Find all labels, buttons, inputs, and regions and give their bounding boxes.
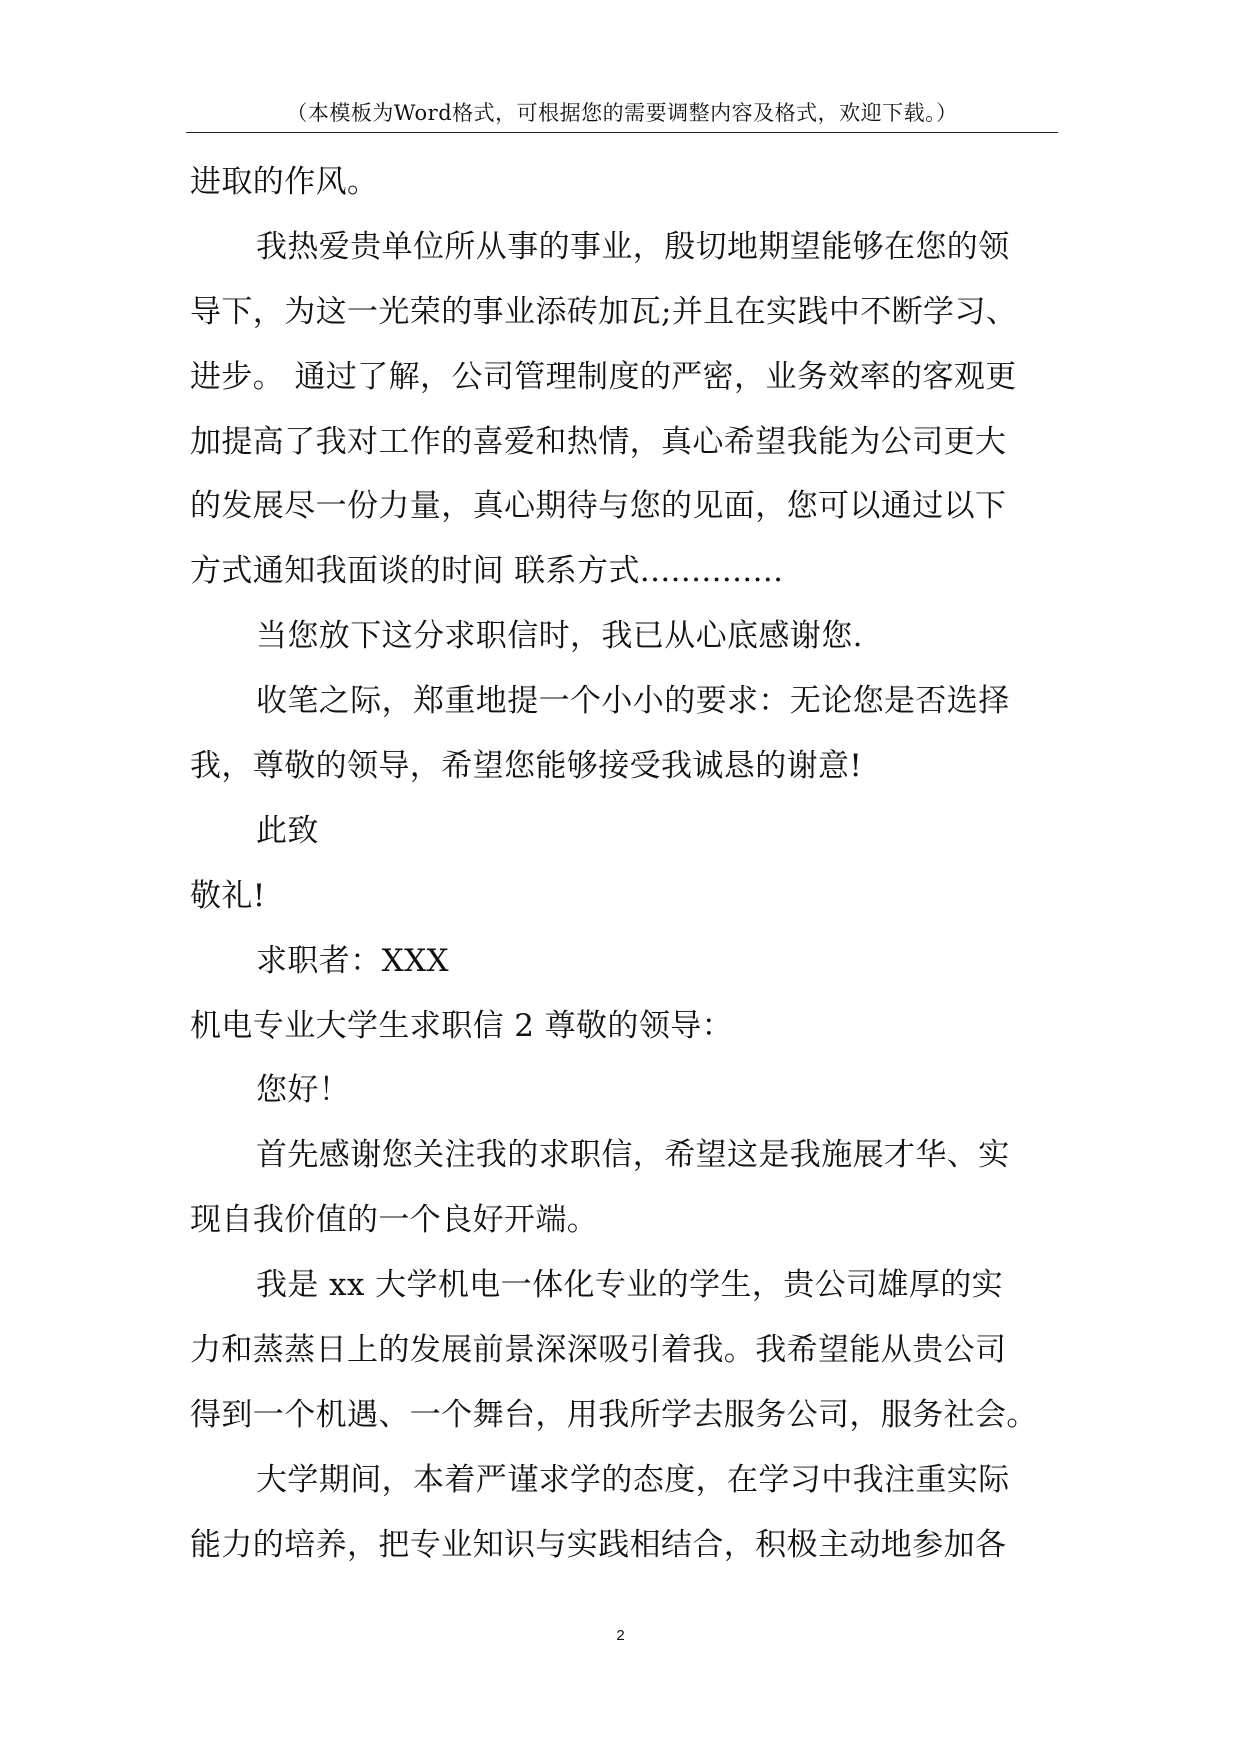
body-line: 方式通知我面谈的时间 联系方式.............. <box>190 553 784 590</box>
body-line: 能力的培养，把专业知识与实践相结合，积极主动地参加各 <box>190 1526 1007 1563</box>
body-line: 首先感谢您关注我的求职信，希望这是我施展才华、实 <box>256 1137 1010 1174</box>
section-title: 机电专业大学生求职信 2 尊敬的领导： <box>190 1007 734 1044</box>
body-line: 我是 xx 大学机电一体化专业的学生，贵公司雄厚的实 <box>256 1267 1004 1304</box>
signature-line: 求职者：XXX <box>256 942 450 979</box>
body-line: 加提高了我对工作的喜爱和热情，真心希望我能为公司更大 <box>190 423 1007 460</box>
body-line: 得到一个机遇、一个舞台，用我所学去服务公司，服务社会。 <box>190 1396 1038 1433</box>
template-notice-header: （本模板为Word格式，可根据您的需要调整内容及格式，欢迎下载。） <box>286 101 958 125</box>
body-line: 的发展尽一份力量，真心期待与您的见面，您可以通过以下 <box>190 488 1007 525</box>
header-divider <box>186 132 1058 133</box>
document-body <box>190 150 1070 1578</box>
body-line: 进取的作风。 <box>190 164 379 200</box>
greeting: 您好！ <box>256 1072 351 1109</box>
body-line: 力和蒸蒸日上的发展前景深深吸引着我。我希望能从贵公司 <box>190 1332 1007 1369</box>
body-line: 我，尊敬的领导，希望您能够接受我诚恳的谢意! <box>190 748 863 785</box>
body-line: 我热爱贵单位所从事的事业，殷切地期望能够在您的领 <box>256 228 1010 265</box>
body-line: 大学期间，本着严谨求学的态度，在学习中我注重实际 <box>256 1461 1010 1498</box>
body-line: 现自我价值的一个良好开端。 <box>190 1202 599 1239</box>
body-line: 导下，为这一光荣的事业添砖加瓦;并且在实践中不断学习、 <box>190 293 1018 330</box>
body-line: 收笔之际，郑重地提一个小小的要求：无论您是否选择 <box>256 683 1010 720</box>
closing-salutation: 此致 <box>256 812 319 849</box>
body-line: 当您放下这分求职信时，我已从心底感谢您. <box>256 618 863 655</box>
closing-regards: 敬礼! <box>190 877 266 914</box>
body-line: 进步。 通过了解，公司管理制度的严密，业务效率的客观更 <box>190 358 1017 395</box>
page-number: 2 <box>616 1627 625 1644</box>
